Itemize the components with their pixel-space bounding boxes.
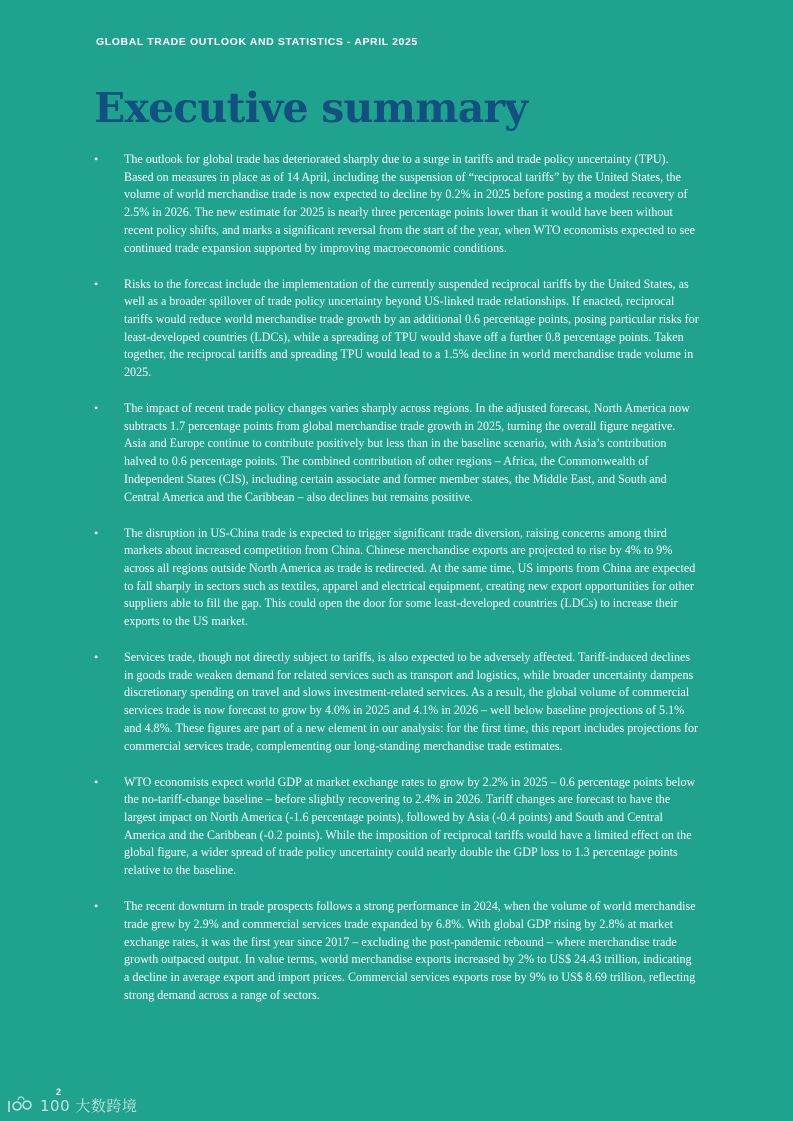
bullet-icon: • [94, 525, 99, 540]
watermark-icon [6, 1096, 36, 1116]
list-item [94, 525, 699, 631]
executive-summary-list [94, 151, 699, 1023]
bullet-icon: • [94, 774, 99, 789]
list-item [94, 649, 699, 755]
bullet-icon: • [94, 276, 99, 291]
page-title: Executive summary [94, 84, 528, 132]
list-item [94, 276, 699, 382]
bullet-text: The impact of recent trade policy changes varies sharply across regions. In the adjusted forecast, North America now subtracts 1.7 percentage points from global merchandise trade growth in 2025, turning the overall figure negative. Asia and Europe continue to contribute positively but less than in the baseline scenario, with Asia’s contribution halved to 0.6 percentage points. The combined contribution of other regions – Africa, the Commonwealth of Independent States (CIS), including certain associate and former member states, the Middle East, and South and Central America and the Caribbean – also declines but remains positive. [124, 401, 690, 504]
bullet-text: The recent downturn in trade prospects follows a strong performance in 2024, when the volume of world merchandise trade grew by 2.9% and commercial services trade expanded by 6.8%. With global GDP rising by 2.8% at market exchange rates, it was the first year since 2017 – excluding the post-pandemic rebound – where merchandise trade growth outpaced output. In value terms, world merchandise exports increased by 2% to US$ 24.43 trillion, indicating a decline in average export and import prices. Commercial services exports rose by 9% to US$ 8.69 trillion, reflecting strong demand across a range of sectors. [124, 899, 696, 1002]
bullet-text: Services trade, though not directly subject to tariffs, is also expected to be adversely affected. Tariff-induced declines in goods trade weaken demand for related services such as transport and logistics, while broader uncertainty dampens discretionary spending on travel and slows investment-related services. As a result, the global volume of commercial services trade is now forecast to grow by 4.0% in 2025 and 4.1% in 2026 – well below baseline projections of 5.1% and 4.8%. These figures are part of a new element in our analysis: for the first time, this report includes projections for commercial services trade, complementing our long-standing merchandise trade estimates. [124, 650, 699, 753]
bullet-text: WTO economists expect world GDP at market exchange rates to grow by 2.2% in 2025 – 0.6 percentage points below the no-tariff-change baseline – before slightly recovering to 2.4% in 2026. Tariff changes are forecast to have the largest impact on North America (-1.6 percentage points), followed by Asia (-0.4 points) and South and Central America and the Caribbean (-0.2 points). While the imposition of reciprocal tariffs would have a limited effect on the global figure, a wider spread of trade policy uncertainty could nearly double the GDP loss to 1.3 percentage points relative to the baseline. [124, 774, 696, 878]
list-item [94, 151, 699, 257]
bullet-text: The disruption in US-China trade is expected to trigger significant trade diversion, raising concerns among third markets about increased competition from China. Chinese merchandise exports are projected to rise by 4% to 9% across all regions outside North America as trade is redirected. At the same time, US imports from China are expected to fall sharply in sectors such as textiles, apparel and electrical equipment, creating new export opportunities for other suppliers able to fill the gap. This could open the door for some least-developed countries (LDCs) to increase their exports to the US market. [124, 525, 696, 629]
list-item [94, 400, 699, 506]
bullet-icon: • [94, 650, 99, 665]
running-header: GLOBAL TRADE OUTLOOK AND STATISTICS - APRIL 2025 [96, 36, 418, 48]
bullet-icon: • [94, 899, 99, 914]
page-number: 2 [56, 1087, 62, 1097]
watermark-text: 100 大数跨境 [40, 1097, 138, 1115]
bullet-icon: • [94, 152, 99, 166]
list-item [94, 774, 699, 880]
bullet-icon: • [94, 401, 99, 416]
bullet-text: Risks to the forecast include the implementation of the currently suspended reciprocal tariffs by the United States, as well as a broader spillover of trade policy uncertainty beyond US-linked trade relationships. If enacted, reciprocal tariffs would reduce world merchandise trade growth by an additional 0.6 percentage points, posing particular risks for least-developed countries (LDCs), while a spreading of TPU would shave off a further 0.8 percentage points. Taken together, the reciprocal tariffs and spreading TPU would lead to a 1.5% decline in world merchandise trade volume in 2025. [124, 276, 699, 380]
list-item [94, 898, 699, 1004]
watermark-logo [6, 1095, 137, 1116]
bullet-text: The outlook for global trade has deteriorated sharply due to a surge in tariffs and trade policy uncertainty (TPU). Based on measures in place as of 14 April, including the suspension of “reciprocal tariffs” by the United States, the volume of world merchandise trade is now expected to decline by 0.2% in 2025 before posting a modest recovery of 2.5% in 2026. The new estimate for 2025 is nearly three percentage points lower than it would have been without recent policy shifts, and marks a significant reversal from the start of the year, when WTO economists expected to see continued trade expansion supported by improving macroeconomic conditions. [124, 152, 695, 255]
